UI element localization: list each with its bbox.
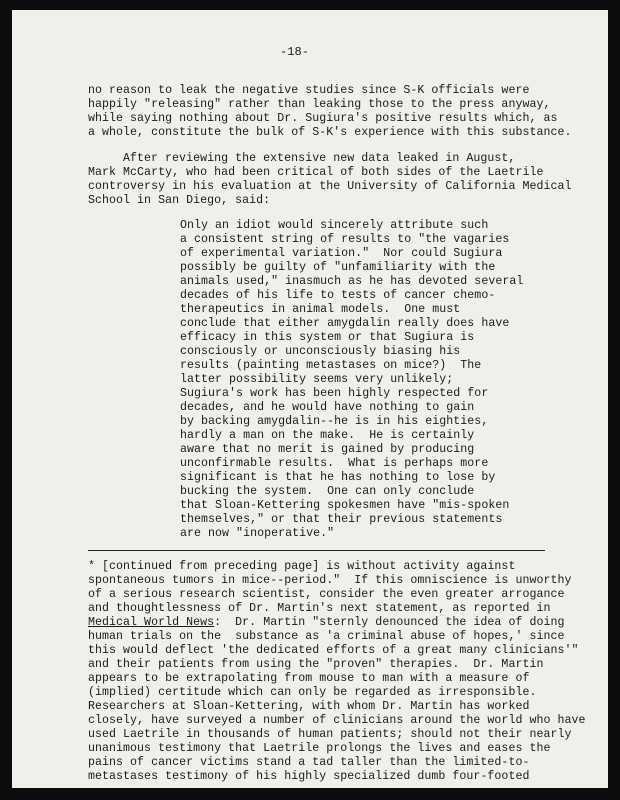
quote-line: animals used," inasmuch as he has devoted several <box>180 275 524 288</box>
text-line: After reviewing the extensive new data leaked in August, <box>123 152 516 165</box>
footnote-line-rest: : Dr. Martin "sternly denounced the idea of doing <box>214 616 565 629</box>
footnote-line: * [continued from preceding page] is without activity against <box>88 560 516 573</box>
footnote-line: used Laetrile in thousands of human patients; should not their nearly <box>88 728 572 741</box>
quote-line: Only an idiot would sincerely attribute such <box>180 219 489 232</box>
quote-line: that Sloan-Kettering spokesmen have "mis-spoken <box>180 499 510 512</box>
quote-line: consciously or unconsciously biasing his <box>180 345 461 358</box>
quote-line: unconfirmable results. What is perhaps more <box>180 457 489 470</box>
footnote-line: metastases testimony of his highly specialized dumb four-footed <box>88 770 530 783</box>
quote-line: significant is that he has nothing to lose by <box>180 471 496 484</box>
footnote-line: human trials on the substance as 'a criminal abuse of hopes,' since <box>88 630 565 643</box>
footnote-line: of a serious research scientist, consider the even greater arrogance <box>88 588 565 601</box>
footnote-line: and their patients from using the "proven" therapies. Dr. Martin <box>88 658 544 671</box>
quote-line: of experimental variation." Nor could Sugiura <box>180 247 503 260</box>
quote-line: are now "inoperative." <box>180 527 335 540</box>
text-line: while saying nothing about Dr. Sugiura's positive results which, as <box>88 112 558 125</box>
quote-line: results (painting metastases on mice?) The <box>180 359 482 372</box>
publication-title: Medical World News <box>88 616 215 629</box>
quote-line: Sugiura's work has been highly respected for <box>180 387 489 400</box>
quote-line: a consistent string of results to "the vagaries <box>180 233 510 246</box>
quote-line: possibly be guilty of "unfamiliarity with the <box>180 261 496 274</box>
page-number: -18- <box>280 45 310 59</box>
document-page <box>12 10 608 788</box>
text-line: School in San Diego, said: <box>88 194 271 207</box>
quote-line: decades, and he would have nothing to gain <box>180 401 475 414</box>
quote-line: conclude that either amygdalin really does have <box>180 317 510 330</box>
footnote-line: this would deflect 'the dedicated efforts of a great many clinicians'" <box>88 644 579 657</box>
footnote-line: appears to be extrapolating from mouse to man with a measure of <box>88 672 530 685</box>
text-line: no reason to leak the negative studies since S-K officials were <box>88 84 530 97</box>
quote-line: latter possibility seems very unlikely; <box>180 373 454 386</box>
footnote-line: (implied) certitude which can only be regarded as irresponsible. <box>88 686 537 699</box>
text-line: controversy in his evaluation at the University of California Medical <box>88 180 572 193</box>
quote-line: bucking the system. One can only conclude <box>180 485 475 498</box>
footnote-line: Researchers at Sloan-Kettering, with whom Dr. Martin has worked <box>88 700 530 713</box>
quote-line: hardly a man on the make. He is certainly <box>180 429 475 442</box>
text-line: Mark McCarty, who had been critical of both sides of the Laetrile <box>88 166 544 179</box>
footnote-line <box>88 616 565 630</box>
footnote-divider <box>88 550 545 551</box>
quote-line: themselves," or that their previous statements <box>180 513 503 526</box>
footnote-line: closely, have surveyed a number of clinicians around the world who have <box>88 714 586 727</box>
quote-line: efficacy in this system or that Sugiura is <box>180 331 475 344</box>
footnote-line: and thoughtlessness of Dr. Martin's next statement, as reported in <box>88 602 551 615</box>
quote-line: aware that no merit is gained by producing <box>180 443 475 456</box>
footnote-line: spontaneous tumors in mice--period." If this omniscience is unworthy <box>88 574 572 587</box>
footnote-line: unanimous testimony that Laetrile prolongs the lives and eases the <box>88 742 551 755</box>
text-line: happily "releasing" rather than leaking those to the press anyway, <box>88 98 551 111</box>
text-line: a whole, constitute the bulk of S-K's experience with this substance. <box>88 126 572 139</box>
quote-line: therapeutics in animal models. One must <box>180 303 461 316</box>
quote-line: by backing amygdalin--he is in his eighties, <box>180 415 489 428</box>
footnote-line: pains of cancer victims stand a tad taller than the limited-to- <box>88 756 530 769</box>
quote-line: decades of his life to tests of cancer chemo- <box>180 289 496 302</box>
